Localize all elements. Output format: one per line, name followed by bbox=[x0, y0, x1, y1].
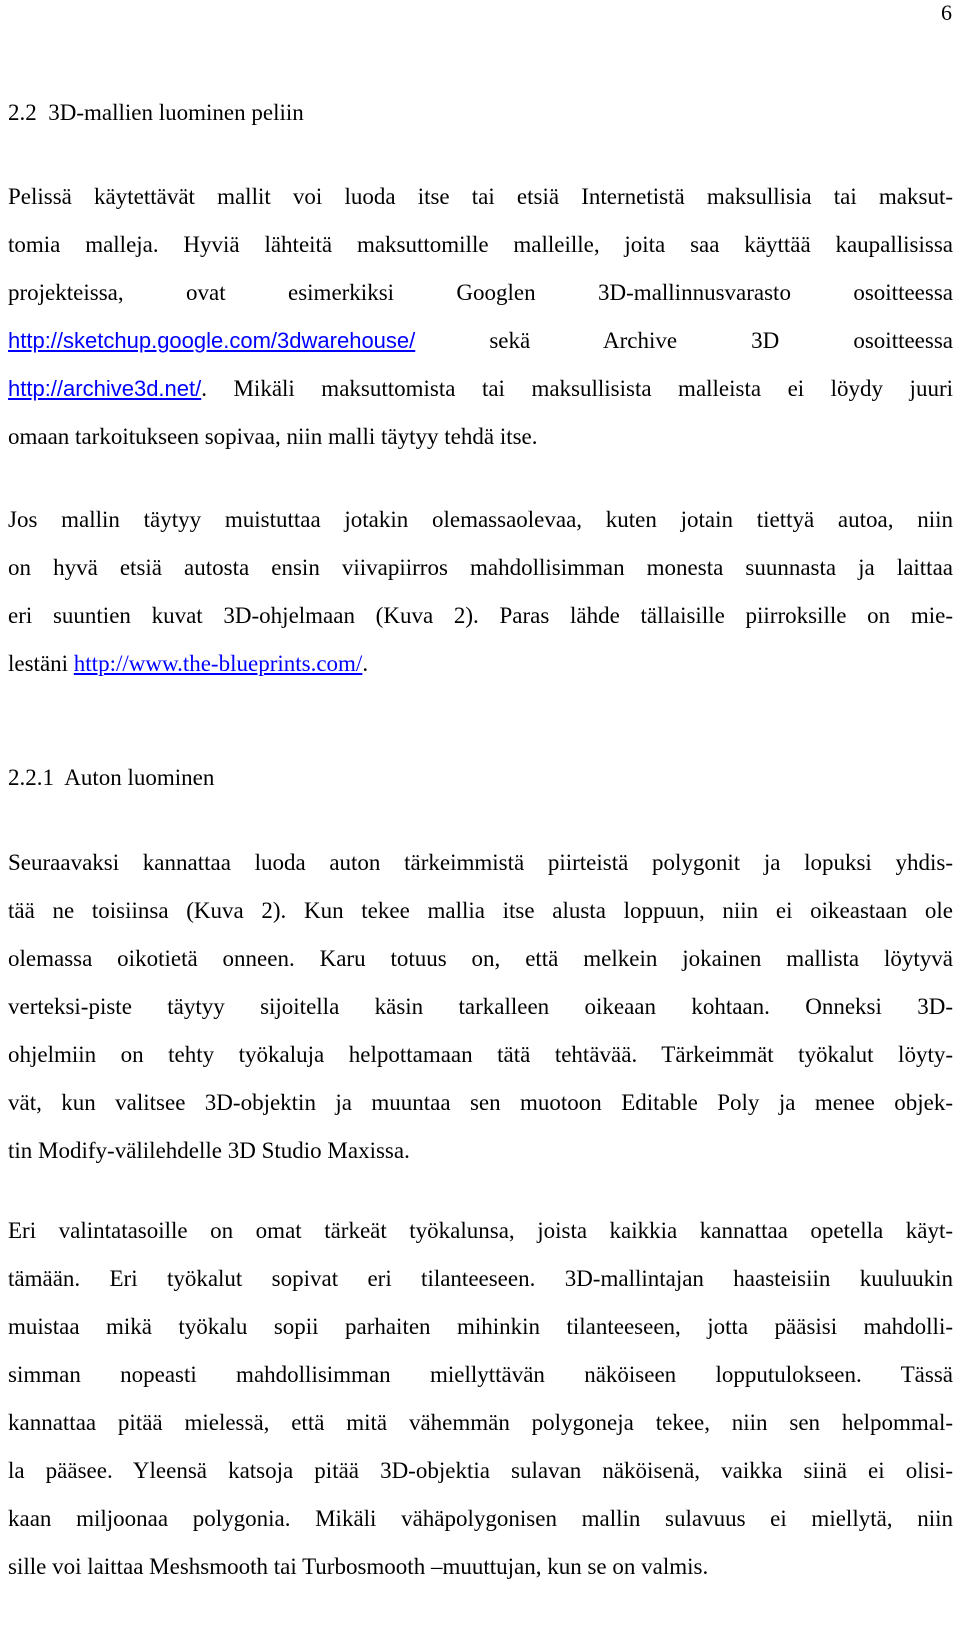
link-archive3d[interactable]: http://archive3d.net/ bbox=[8, 376, 202, 401]
link-sketchup-3dwarehouse[interactable]: http://sketchup.google.com/3dwarehouse/ bbox=[8, 328, 416, 353]
text-fragment: sekä Archive 3D osoitteessa bbox=[415, 328, 953, 353]
text-line: Pelissä käytettävät mallit voi luoda itse tai etsiä Internetistä maksullisia tai maksut- bbox=[8, 184, 953, 209]
text-line bbox=[8, 326, 953, 374]
text-line: on hyvä etsiä autosta ensin viivapiirros mahdollisimman monesta suunnasta ja laittaa bbox=[8, 555, 953, 580]
text-fragment: . bbox=[362, 651, 369, 676]
paragraph-model-sources bbox=[8, 182, 953, 470]
text-fragment: . Mikäli maksuttomista tai maksullisista malleista ei löydy juuri bbox=[201, 376, 953, 401]
paragraph-selection-tools bbox=[8, 1216, 953, 1600]
text-line: Eri valintatasoille on omat tärkeät työkalunsa, joista kaikkia kannattaa opetella käyt- bbox=[8, 1218, 953, 1243]
text-line: tää ne toisiinsa (Kuva 2). Kun tekee mallia itse alusta loppuun, niin ei oikeastaan ole bbox=[8, 898, 953, 923]
text-line bbox=[8, 649, 953, 697]
text-line bbox=[8, 374, 953, 422]
text-line: verteksi-piste täytyy sijoitella käsin tarkalleen oikeaan kohtaan. Onneksi 3D- bbox=[8, 994, 953, 1019]
text-line: kannattaa pitää mielessä, että mitä vähemmän polygoneja tekee, niin sen helpommal- bbox=[8, 1410, 953, 1435]
text-line: muistaa mikä työkalu sopii parhaiten mihinkin tilanteeseen, jotta pääsisi mahdolli- bbox=[8, 1314, 953, 1339]
text-line: Jos mallin täytyy muistuttaa jotakin olemassaolevaa, kuten jotain tiettyä autoa, niin bbox=[8, 507, 953, 532]
link-the-blueprints[interactable]: http://www.the-blueprints.com/ bbox=[73, 651, 363, 676]
paragraph-car-creation bbox=[8, 848, 953, 1184]
page-number: 6 bbox=[941, 0, 952, 25]
text-line: omaan tarkoitukseen sopivaa, niin malli täytyy tehdä itse. bbox=[8, 424, 538, 449]
text-line: tomia malleja. Hyviä lähteitä maksuttomille malleille, joita saa käyttää kaupallisissa bbox=[8, 232, 953, 257]
text-fragment: lestäni bbox=[8, 651, 74, 676]
text-line: ohjelmiin on tehty työkaluja helpottamaan tätä tehtävää. Tärkeimmät työkalut löyty- bbox=[8, 1042, 953, 1067]
text-line: la pääsee. Yleensä katsoja pitää 3D-objektia sulavan näköisenä, vaikka siinä ei olisi- bbox=[8, 1458, 953, 1483]
text-line: tin Modify-välilehdelle 3D Studio Maxissa. bbox=[8, 1138, 410, 1163]
text-line: Seuraavaksi kannattaa luoda auton tärkeimmistä piirteistä polygonit ja lopuksi yhdis- bbox=[8, 850, 953, 875]
section-heading-2-2: 2.2 3D-mallien luominen peliin bbox=[8, 100, 304, 125]
text-line: eri suuntien kuvat 3D-ohjelmaan (Kuva 2). Paras lähde tällaisille piirroksille on mie- bbox=[8, 603, 953, 628]
text-line: vät, kun valitsee 3D-objektin ja muuntaa sen muotoon Editable Poly ja menee objek- bbox=[8, 1090, 953, 1115]
section-heading-2-2-1: 2.2.1 Auton luominen bbox=[8, 765, 215, 790]
text-line: sille voi laittaa Meshsmooth tai Turbosmooth –muuttujan, kun se on valmis. bbox=[8, 1554, 709, 1579]
text-line: tämään. Eri työkalut sopivat eri tilanteeseen. 3D-mallintajan haasteisiin kuuluukin bbox=[8, 1266, 953, 1291]
text-line: projekteissa, ovat esimerkiksi Googlen 3D-mallinnusvarasto osoitteessa bbox=[8, 280, 953, 305]
text-line: kaan miljoonaa polygonia. Mikäli vähäpolygonisen mallin sulavuus ei miellytä, niin bbox=[8, 1506, 953, 1531]
text-line: olemassa oikotietä onneen. Karu totuus on, että melkein jokainen mallista löytyvä bbox=[8, 946, 953, 971]
paragraph-blueprints bbox=[8, 505, 953, 697]
text-line: simman nopeasti mahdollisimman miellyttävän näköiseen lopputulokseen. Tässä bbox=[8, 1362, 953, 1387]
